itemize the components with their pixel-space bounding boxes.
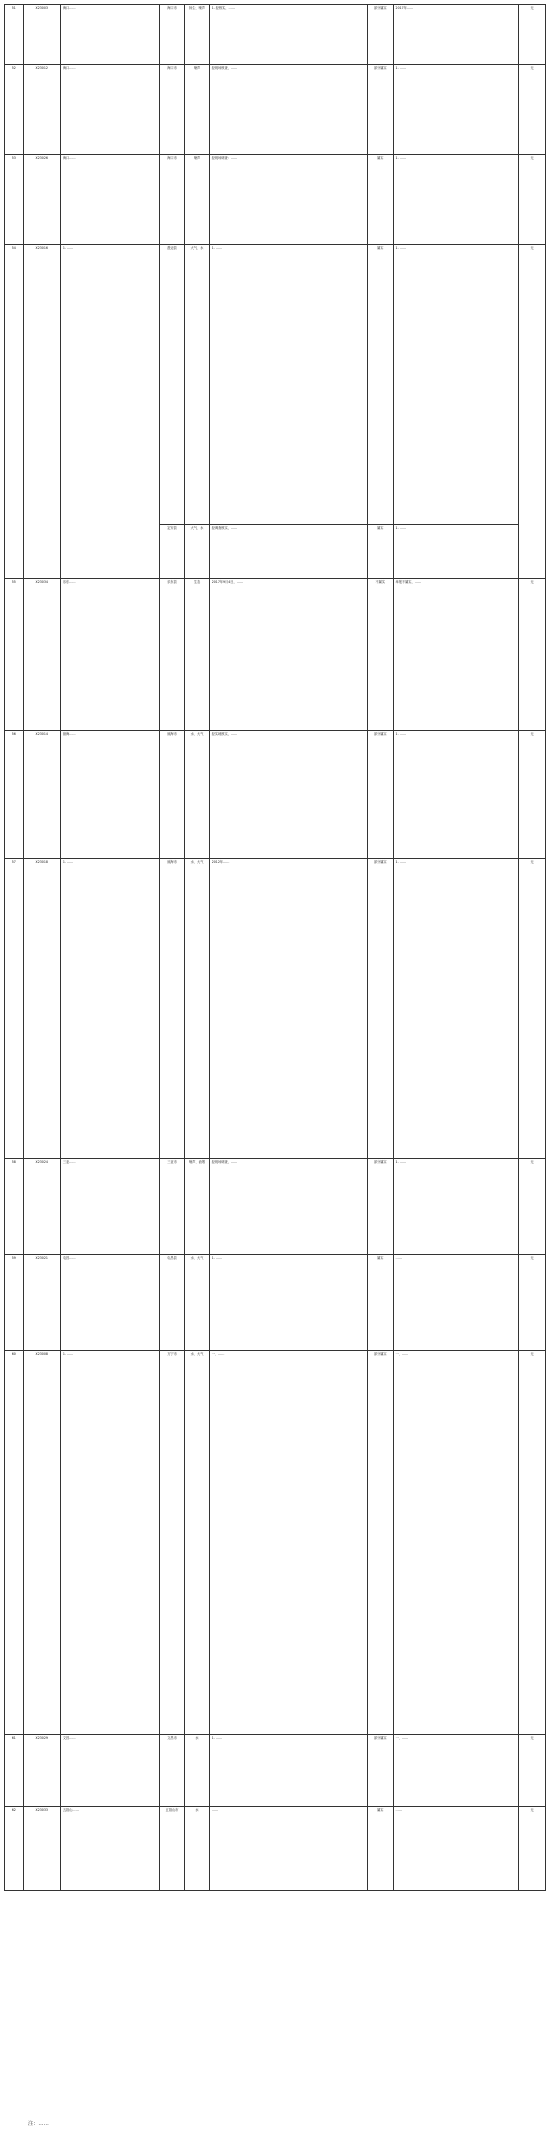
cell-content: 屯昌…… [60, 1255, 159, 1351]
cell-attribute: 部分属实 [367, 731, 393, 859]
cell-no: 56 [5, 731, 24, 859]
cell-accountability: 无 [519, 1159, 546, 1255]
cell-code: X23029 [23, 1735, 60, 1807]
cell-result: 经现场调查，…… [209, 1159, 367, 1255]
cell-attribute: 属实 [367, 1807, 393, 1891]
footnote: 注：…… [28, 2121, 49, 2127]
cell-code: X23024 [23, 1159, 60, 1255]
cell-handling: 1. …… [393, 245, 519, 525]
cell-type: 噪声 [185, 65, 209, 155]
cell-code: X23003 [23, 5, 60, 65]
cell-type: 生态 [185, 579, 209, 731]
cell-area: 乐东县 [159, 579, 185, 731]
table-row [5, 731, 546, 859]
table-row [5, 65, 546, 155]
table-row [5, 245, 546, 525]
cell-content: 文昌…… [60, 1735, 159, 1807]
cell-area: 琼海市 [159, 859, 185, 1159]
cell-area: 海口市 [159, 155, 185, 245]
cell-area: 海口市 [159, 5, 185, 65]
cell-content: 1. …… [60, 1351, 159, 1735]
table-row [5, 579, 546, 731]
cell-no: 52 [5, 65, 24, 155]
cell-area: 定安县 [159, 525, 185, 579]
table-row [5, 1255, 546, 1351]
case-table-body [5, 5, 546, 1891]
cell-accountability: 无 [519, 155, 546, 245]
cell-no: 51 [5, 5, 24, 65]
cell-accountability: 无 [519, 1735, 546, 1807]
cell-type: 水 [185, 1807, 209, 1891]
cell-code: X23008 [23, 1351, 60, 1735]
cell-result: 经调查核实，…… [209, 525, 367, 579]
cell-accountability: 无 [519, 1351, 546, 1735]
cell-result: 1. …… [209, 1255, 367, 1351]
cell-code: X23012 [23, 65, 60, 155]
cell-attribute: 部分属实 [367, 859, 393, 1159]
cell-code: X23021 [23, 1255, 60, 1351]
cell-result: 1. 经核实，…… [209, 5, 367, 65]
cell-area: 琼海市 [159, 731, 185, 859]
cell-handling: 一、…… [393, 1351, 519, 1735]
cell-type: 噪声、油烟 [185, 1159, 209, 1255]
cell-no: 54 [5, 245, 24, 579]
cell-area: 三亚市 [159, 1159, 185, 1255]
cell-no: 62 [5, 1807, 24, 1891]
cell-content: 三亚…… [60, 1159, 159, 1255]
cell-type: 水、大气 [185, 859, 209, 1159]
cell-attribute: 属实 [367, 1255, 393, 1351]
table-row [5, 1351, 546, 1735]
cell-no: 59 [5, 1255, 24, 1351]
cell-area: 万宁市 [159, 1351, 185, 1735]
cell-type: 噪声 [185, 155, 209, 245]
cell-handling: 1. …… [393, 155, 519, 245]
cell-area: 屯昌县 [159, 1255, 185, 1351]
cell-content: 1. …… [60, 859, 159, 1159]
cell-attribute: 部分属实 [367, 1735, 393, 1807]
cell-type: 水、大气 [185, 731, 209, 859]
cell-attribute: 部分属实 [367, 1351, 393, 1735]
cell-no: 55 [5, 579, 24, 731]
cell-accountability: 无 [519, 245, 546, 579]
table-row [5, 1807, 546, 1891]
cell-area: 海口市 [159, 65, 185, 155]
cell-attribute: 属实 [367, 525, 393, 579]
cell-type: 扬尘、噪声 [185, 5, 209, 65]
cell-accountability: 无 [519, 731, 546, 859]
cell-handling: 一、…… [393, 1735, 519, 1807]
cell-attribute: 部分属实 [367, 5, 393, 65]
cell-area: 澄迈县 [159, 245, 185, 525]
cell-accountability: 无 [519, 1807, 546, 1891]
cell-attribute: 属实 [367, 245, 393, 525]
cell-code: X23026 [23, 155, 60, 245]
cell-content: 海口…… [60, 65, 159, 155]
cell-code: X23018 [23, 859, 60, 1159]
cell-code: X23033 [23, 1807, 60, 1891]
cell-result: 1. …… [209, 245, 367, 525]
cell-accountability: 无 [519, 1255, 546, 1351]
cell-no: 58 [5, 1159, 24, 1255]
cell-type: 大气、水 [185, 525, 209, 579]
cell-no: 60 [5, 1351, 24, 1735]
cell-accountability: 无 [519, 859, 546, 1159]
cell-attribute: 属实 [367, 155, 393, 245]
cell-handling: 1. …… [393, 65, 519, 155]
cell-handling: …… [393, 1255, 519, 1351]
cell-attribute: 部分属实 [367, 1159, 393, 1255]
cell-type: 大气、水 [185, 245, 209, 525]
cell-code: X23034 [23, 579, 60, 731]
cell-result: 经现场核查，…… [209, 65, 367, 155]
cell-accountability: 无 [519, 579, 546, 731]
cell-no: 53 [5, 155, 24, 245]
cell-code: X23016 [23, 245, 60, 579]
cell-result: 2017年9月4日，…… [209, 579, 367, 731]
table-row [5, 1735, 546, 1807]
cell-content: 五指山…… [60, 1807, 159, 1891]
cell-content: 1. …… [60, 245, 159, 579]
cell-attribute: 部分属实 [367, 65, 393, 155]
cell-content: 琼海…… [60, 731, 159, 859]
cell-result: 一、…… [209, 1351, 367, 1735]
cell-handling: …… [393, 1807, 519, 1891]
cell-content: 海口…… [60, 155, 159, 245]
table-row [5, 859, 546, 1159]
cell-type: 水、大气 [185, 1255, 209, 1351]
table-row [5, 155, 546, 245]
cell-content: 海口…… [60, 5, 159, 65]
cell-type: 水 [185, 1735, 209, 1807]
table-row [5, 1159, 546, 1255]
cell-attribute: 不属实 [367, 579, 393, 731]
cell-no: 57 [5, 859, 24, 1159]
cell-no: 61 [5, 1735, 24, 1807]
cell-content: 乐东…… [60, 579, 159, 731]
cell-handling: 1. …… [393, 859, 519, 1159]
cell-result: 经实地核实，…… [209, 731, 367, 859]
cell-handling: 2017年…… [393, 5, 519, 65]
cell-result: 经现场调查：…… [209, 155, 367, 245]
cell-result: …… [209, 1807, 367, 1891]
cell-area: 文昌市 [159, 1735, 185, 1807]
cell-result: 1. …… [209, 1735, 367, 1807]
cell-handling: 1. …… [393, 525, 519, 579]
cell-code: X23014 [23, 731, 60, 859]
case-table [4, 4, 546, 1891]
table-row [5, 5, 546, 65]
cell-accountability: 无 [519, 5, 546, 65]
cell-handling: 1. …… [393, 731, 519, 859]
cell-accountability: 无 [519, 65, 546, 155]
cell-type: 水、大气 [185, 1351, 209, 1735]
cell-result: 2012年…… [209, 859, 367, 1159]
cell-handling: 1. …… [393, 1159, 519, 1255]
cell-area: 五指山市 [159, 1807, 185, 1891]
cell-handling: 举报不属实，…… [393, 579, 519, 731]
